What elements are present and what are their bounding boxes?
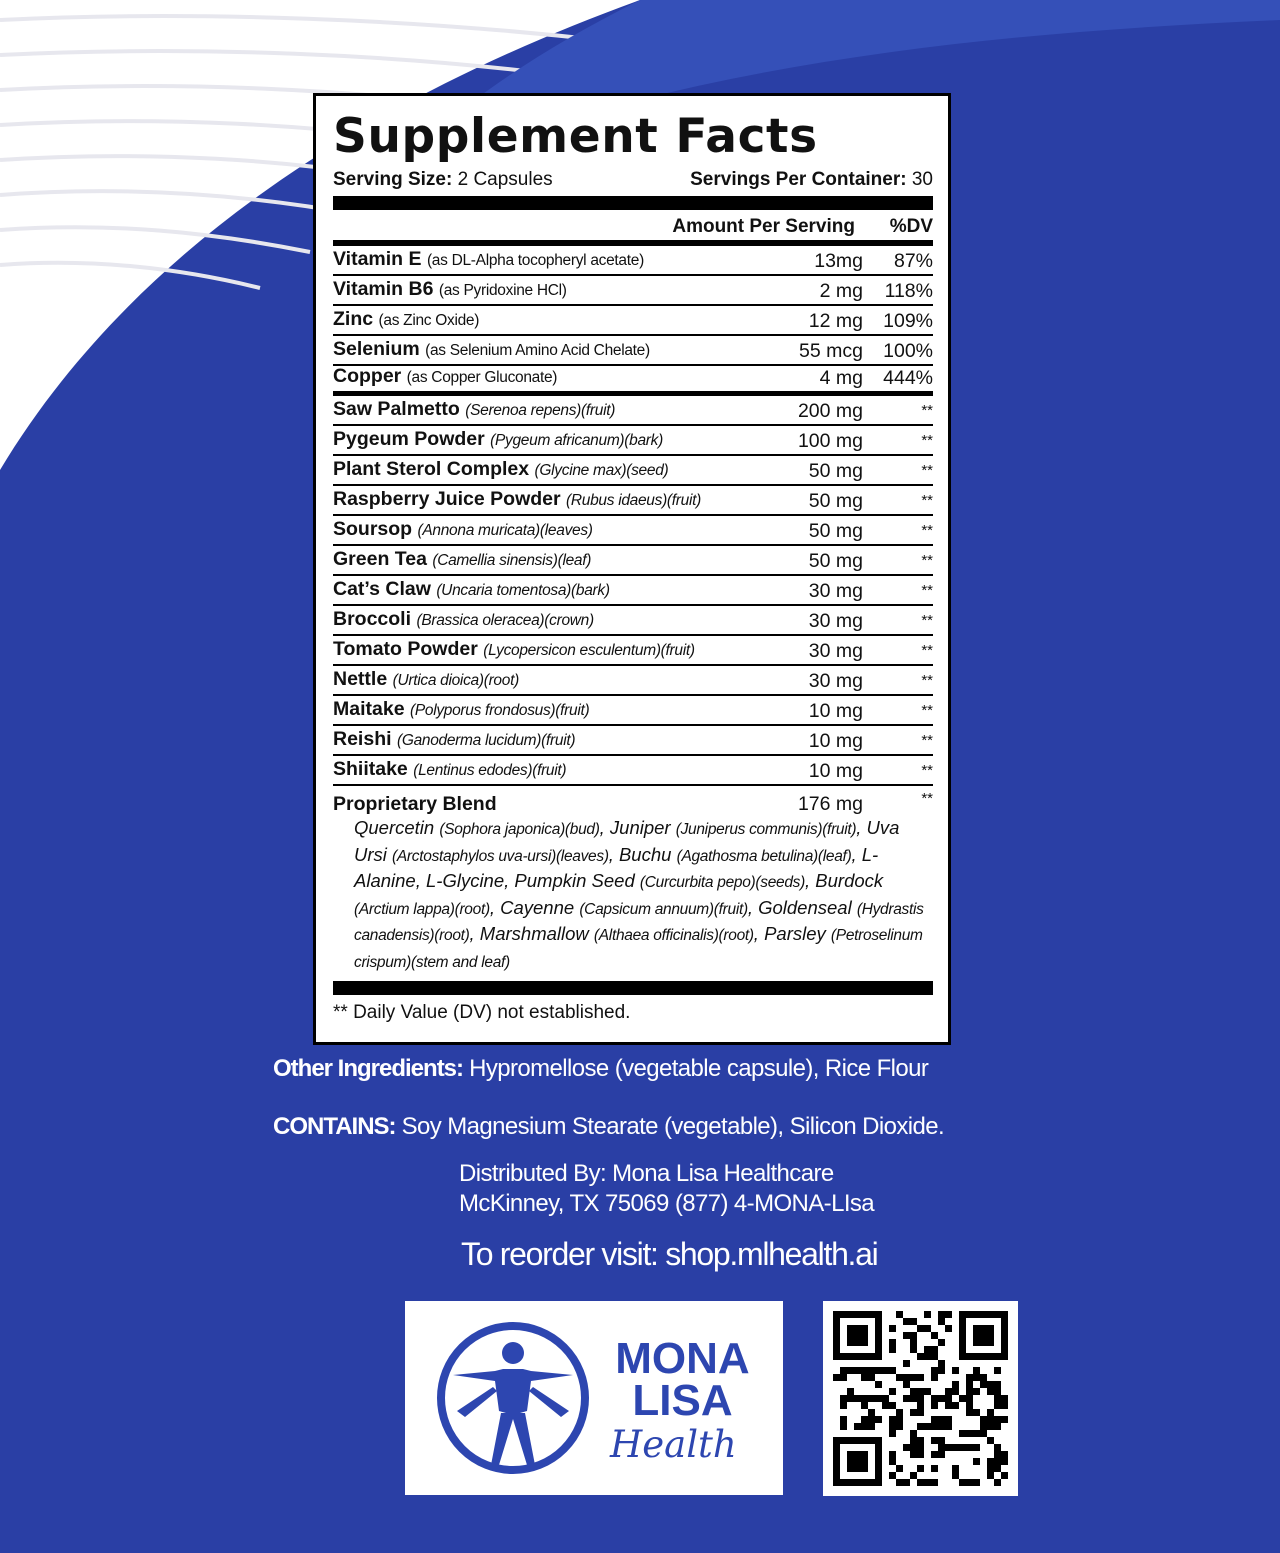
vitamin-row (333, 276, 933, 306)
ingredient-name: Zinc (as Zinc Oxide) (333, 308, 480, 330)
serving-size: Serving Size: 2 Capsules (333, 169, 553, 190)
blend-name: Proprietary Blend (333, 793, 497, 815)
blend-ingredient-source: (Althaea officinalis)(root) (593, 927, 754, 944)
ingredient-amount: 55 mcg (799, 340, 863, 362)
ingredient-name: Selenium (as Selenium Amino Acid Chelate) (333, 338, 650, 360)
other-ingredients: Other Ingredients: Hypromellose (vegetable capsule), Rice Flour (273, 1055, 929, 1082)
ingredient-amount: 50 mg (808, 460, 863, 482)
ingredient-source: (Ganoderma lucidum)(fruit) (396, 732, 576, 749)
blend-amount: 176 mg (797, 793, 863, 815)
ingredient-dv: 109% (883, 310, 933, 332)
botanical-row (333, 756, 933, 786)
blend-ingredient-name: Parsley (764, 923, 826, 944)
ingredient-source: (Camellia sinensis)(leaf) (432, 552, 592, 569)
ingredient-source: (Annona muricata)(leaves) (417, 522, 593, 539)
ingredient-amount: 50 mg (808, 550, 863, 572)
botanical-row (333, 606, 933, 636)
ingredient-name: Vitamin B6 (as Pyridoxine HCl) (333, 278, 567, 300)
ingredient-name: Saw Palmetto (Serenoa repens)(fruit) (333, 398, 616, 420)
distributor-line-1: Distributed By: Mona Lisa Healthcare (459, 1160, 834, 1187)
ingredient-dv: ** (921, 462, 933, 479)
blend-ingredient-source: (Juniperus communis)(fruit) (675, 821, 857, 838)
ingredient-amount: 30 mg (808, 670, 863, 692)
ingredient-dv: ** (921, 702, 933, 719)
ingredient-source: (Lentinus edodes)(fruit) (413, 762, 567, 779)
botanical-rows (333, 396, 933, 786)
vitruvian-man-icon (433, 1315, 593, 1481)
botanical-row (333, 456, 933, 486)
ingredient-name: Nettle (Urtica dioica)(root) (333, 668, 519, 690)
blend-ingredient-name: Goldenseal (758, 896, 852, 918)
ingredient-amount: 10 mg (808, 730, 863, 752)
blend-ingredient-name: Buchu (618, 843, 672, 865)
ingredient-source: (as Zinc Oxide) (378, 312, 480, 329)
ingredient-source: (as DL-Alpha tocopheryl acetate) (426, 252, 644, 269)
blend-dv: ** (921, 790, 933, 807)
blend-ingredient-name: Quercetin (354, 817, 435, 838)
ingredient-name: Raspberry Juice Powder (Rubus idaeus)(fruit) (333, 488, 701, 510)
blend-ingredient-source: (Curcurbita pepo)(seeds) (639, 874, 805, 891)
blend-ingredient-name: Juniper (609, 817, 671, 838)
vitamin-row (333, 246, 933, 276)
ingredient-source: (Brassica oleracea)(crown) (416, 612, 594, 629)
qr-code-icon (833, 1311, 1008, 1486)
ingredient-dv: ** (921, 612, 933, 629)
divider-thick (333, 196, 933, 210)
ingredient-source: (Pygeum africanum)(bark) (490, 432, 663, 449)
reorder-link[interactable]: To reorder visit: shop.mlhealth.ai (461, 1236, 878, 1272)
ingredient-name: Vitamin E (as DL-Alpha tocopheryl acetate) (333, 248, 644, 270)
ingredient-amount: 200 mg (797, 400, 863, 422)
ingredient-name: Maitake (Polyporus frondosus)(fruit) (333, 698, 590, 720)
ingredient-source: (Rubus idaeus)(fruit) (566, 492, 701, 509)
ingredient-source: (Serenoa repens)(fruit) (465, 402, 616, 419)
mona-lisa-logo (405, 1301, 783, 1495)
ingredient-amount: 10 mg (808, 700, 863, 722)
ingredient-amount: 50 mg (808, 490, 863, 512)
blend-ingredient-name: Cayenne (500, 896, 575, 918)
blend-ingredient-source: (Agathosma betulina)(leaf) (676, 847, 852, 865)
blend-ingredient-source: (Arctostaphylos uva-ursi)(leaves) (392, 847, 609, 865)
ingredient-name: Shiitake (Lentinus edodes)(fruit) (333, 758, 567, 780)
ingredient-amount: 30 mg (808, 580, 863, 602)
ingredient-source: (as Selenium Amino Acid Chelate) (425, 342, 650, 359)
dv-header: %DV (889, 216, 933, 237)
botanical-row (333, 486, 933, 516)
distributor-line-2: McKinney, TX 75069 (877) 4-MONA-LIsa (459, 1190, 875, 1217)
ingredient-dv: ** (921, 642, 933, 659)
ingredient-dv: 100% (883, 340, 933, 362)
ingredient-dv: 118% (884, 280, 933, 302)
divider-bottom (333, 981, 933, 995)
botanical-row (333, 696, 933, 726)
ingredient-source: (Urtica dioica)(root) (392, 672, 519, 689)
blend-ingredient-source: (Petroselinum crispum)(stem and leaf) (354, 927, 923, 971)
ingredient-dv: ** (921, 522, 933, 539)
ingredient-source: (as Copper Gluconate) (406, 369, 558, 386)
ingredient-dv: ** (921, 552, 933, 569)
ingredient-dv: ** (921, 432, 933, 449)
ingredient-amount: 100 mg (797, 430, 863, 452)
ingredient-source: (Lycopersicon esculentum)(fruit) (483, 642, 695, 659)
ingredient-amount: 30 mg (808, 640, 863, 662)
ingredient-dv: ** (921, 492, 933, 509)
vitamin-rows (333, 246, 933, 396)
ingredient-dv: ** (921, 762, 933, 779)
ingredient-name: Soursop (Annona muricata)(leaves) (333, 518, 593, 540)
contains-statement: CONTAINS: Soy Magnesium Stearate (vegetable), Silicon Dioxide. (273, 1113, 945, 1140)
proprietary-blend-row (333, 788, 933, 816)
blend-ingredient-source: (Capsicum annuum)(fruit) (579, 900, 748, 918)
ingredient-source: (Uncaria tomentosa)(bark) (436, 582, 610, 599)
supplement-facts-panel (313, 93, 951, 1045)
vitamin-row (333, 336, 933, 366)
serving-info (333, 168, 933, 192)
ingredient-amount: 12 mg (808, 310, 863, 332)
facts-title: Supplement Facts (333, 109, 818, 164)
ingredient-dv: ** (921, 732, 933, 749)
servings-per-container: Servings Per Container: 30 (690, 169, 933, 190)
ingredient-source: (Polyporus frondosus)(fruit) (409, 702, 590, 719)
blend-ingredient-source: (Sophora japonica)(bud) (439, 821, 600, 838)
logo-health-script: Health (610, 1423, 737, 1466)
ingredient-dv: ** (921, 402, 933, 419)
botanical-row (333, 426, 933, 456)
botanical-row (333, 516, 933, 546)
ingredient-amount: 2 mg (819, 280, 863, 302)
ingredient-source: (Glycine max)(seed) (534, 462, 669, 479)
botanical-row (333, 636, 933, 666)
dv-footnote: ** Daily Value (DV) not established. (333, 1002, 631, 1023)
ingredient-name: Reishi (Ganoderma lucidum)(fruit) (333, 728, 576, 750)
amount-header: Amount Per Serving (672, 216, 855, 237)
ingredient-name: Tomato Powder (Lycopersicon esculentum)(fruit) (333, 638, 695, 660)
blend-ingredient-name: L-Glycine (426, 870, 505, 891)
ingredient-dv: 444% (883, 367, 933, 389)
botanical-row (333, 396, 933, 426)
blend-ingredient-name: Pumpkin Seed (514, 870, 635, 891)
ingredient-name: Green Tea (Camellia sinensis)(leaf) (333, 548, 592, 570)
ingredient-name: Pygeum Powder (Pygeum africanum)(bark) (333, 428, 663, 450)
ingredient-amount: 10 mg (808, 760, 863, 782)
ingredient-amount: 30 mg (808, 610, 863, 632)
blend-ingredients: Quercetin (Sophora japonica)(bud), Juniper (Juniperus communis)(fruit), Uva Ursi (Arctostaphylos uva-ursi)(leaves), Buchu (Agathosma betulina)(leaf), L-Alanine, L-Glycine, Pumpkin Seed (Curcurbita pepo)(seeds), Burdock (Arctium lappa)(root), Cayenne (Capsicum annuum)(fruit), Goldenseal (Hydrastis canadensis)(root), Marshmallow (Althaea officinalis)(root), Parsley (Petroselinum crispum)(stem and leaf) (354, 817, 924, 971)
qr-code[interactable] (823, 1301, 1018, 1496)
blend-ingredient-name: Marshmallow (479, 923, 589, 944)
ingredient-name: Copper (as Copper Gluconate) (333, 365, 558, 387)
blend-ingredient-name: Uva Ursi (354, 817, 900, 865)
ingredient-amount: 4 mg (819, 367, 863, 389)
ingredient-dv: ** (921, 672, 933, 689)
botanical-row (333, 546, 933, 576)
column-headers (333, 210, 933, 240)
ingredient-dv: ** (921, 582, 933, 599)
ingredient-name: Broccoli (Brassica oleracea)(crown) (333, 608, 594, 630)
ingredient-source: (as Pyridoxine HCl) (438, 282, 567, 299)
botanical-row (333, 666, 933, 696)
ingredient-amount: 13mg (814, 250, 863, 272)
blend-ingredient-name: L-Alanine (354, 843, 879, 891)
logo-wordmark: MONA LISA (615, 1334, 750, 1425)
ingredient-amount: 50 mg (808, 520, 863, 542)
botanical-row (333, 726, 933, 756)
blend-ingredient-source: (Hydrastis canadensis)(root) (354, 900, 924, 944)
ingredient-name: Plant Sterol Complex (Glycine max)(seed) (333, 458, 669, 480)
ingredient-dv: 87% (893, 250, 933, 272)
blend-ingredient-source: (Arctium lappa)(root) (354, 900, 490, 918)
ingredient-name: Cat’s Claw (Uncaria tomentosa)(bark) (333, 578, 610, 600)
blend-ingredient-name: Burdock (815, 870, 884, 891)
vitamin-row (333, 366, 933, 396)
vitamin-row (333, 306, 933, 336)
botanical-row (333, 576, 933, 606)
